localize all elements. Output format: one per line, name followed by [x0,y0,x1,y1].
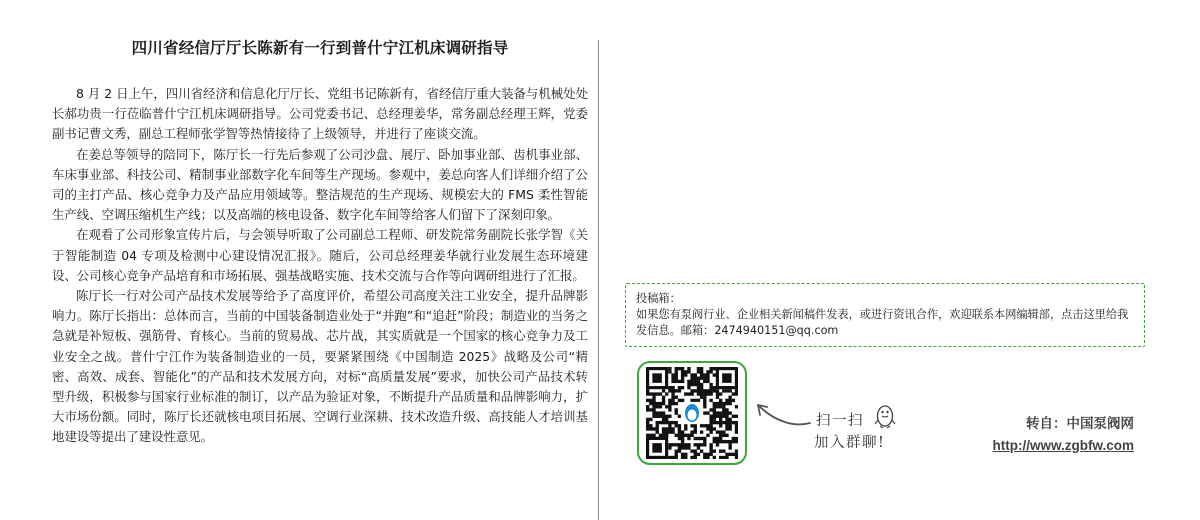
qr-code-icon [646,367,738,459]
qr-code[interactable] [637,361,747,465]
source-credit [993,413,1134,457]
article-paragraph-2: 在姜总等领导的陪同下，陈厅长一行先后参观了公司沙盘、展厅、卧加事业部、齿机事业部、车床事业部、科技公司、精制事业部数字化车间等生产现场。参观中，姜总向客人们详细介绍了公司的主打产品、核心竞争力及产品应用领域等。整洁规范的生产现场、规模宏大的 FMS 柔性智能生产线、空调压缩机生产线；以及高端的核电设备、数字化车间等给客人们留下了深刻印象。 [52,146,588,223]
contribute-body[interactable]: 如果您有泵阀行业、企业相关新闻稿件发表，或进行资讯合作，欢迎联系本网编辑部，点击这里给我发信息。邮箱：2474940151@qq.com [636,308,1129,337]
article-title: 四川省经信厅厅长陈新有一行到普什宁江机床调研指导 [131,39,509,57]
penguin-icon [874,403,896,429]
contribute-heading: 投稿箱： [636,292,681,305]
article-paragraph-1: 8 月 2 日上午，四川省经济和信息化厅厅长、党组书记陈新有，省经信厅重大装备与机械处处长郝功贵一行莅临普什宁江机床调研指导。公司党委书记、总经理姜华，常务副总经理王辉，党委副书记曹文秀，副总工程师张学智等热情接待了上级领导，并进行了座谈交流。 [52,86,588,142]
contribute-box [625,283,1145,347]
article [52,36,588,448]
source-url-link[interactable]: http://www.zgbfw.com [992,438,1134,453]
article-paragraph-4: 陈厅长一行对公司产品技术发展等给予了高度评价，希望公司高度关注工业安全，提升品牌影响力。陈厅长指出：总体而言，当前的中国装备制造业处于“并跑”和“追赶”阶段；制造业的当务之急就是补短板、强筋骨、育核心。当前的贸易战、芯片战，其实质就是一个国家的核心竞争力及工业安全之战。普什宁江作为装备制造业的一员，要紧紧围绕《中国制造 2025》战略及公司“精密、高效、成套、智能化”的产品和技术发展方向，对标“高质量发展”要求，加快公司产品技术转型升级，积极参与国家行业标准的制订，以产品为验证对象，不断提升产品质量和品牌影响力，扩大市场份额。同时，陈厅长还就核电项目拓展、空调行业深耕、技术改造升级、高技能人才培训基地建设等提出了建设性意见。 [52,288,588,445]
source-label: 转自：中国泵阀网 [1026,416,1134,432]
scan-line-2: 加入群聊! [814,435,886,451]
curved-arrow-icon [752,393,814,433]
scan-line-1: 扫一扫 [816,413,864,429]
article-paragraph-3: 在观看了公司形象宣传片后，与会领导听取了公司副总工程师、研发院常务副院长张学智《关于智能制造 04 专项及检测中心建设情况汇报》。随后，公司总经理姜华就行业发展生态环境建设、公司核心竞争产品培育和市场拓展、强基战略实施、技术交流与合作等向调研组进行了汇报。 [52,227,588,283]
column-divider [598,40,599,520]
